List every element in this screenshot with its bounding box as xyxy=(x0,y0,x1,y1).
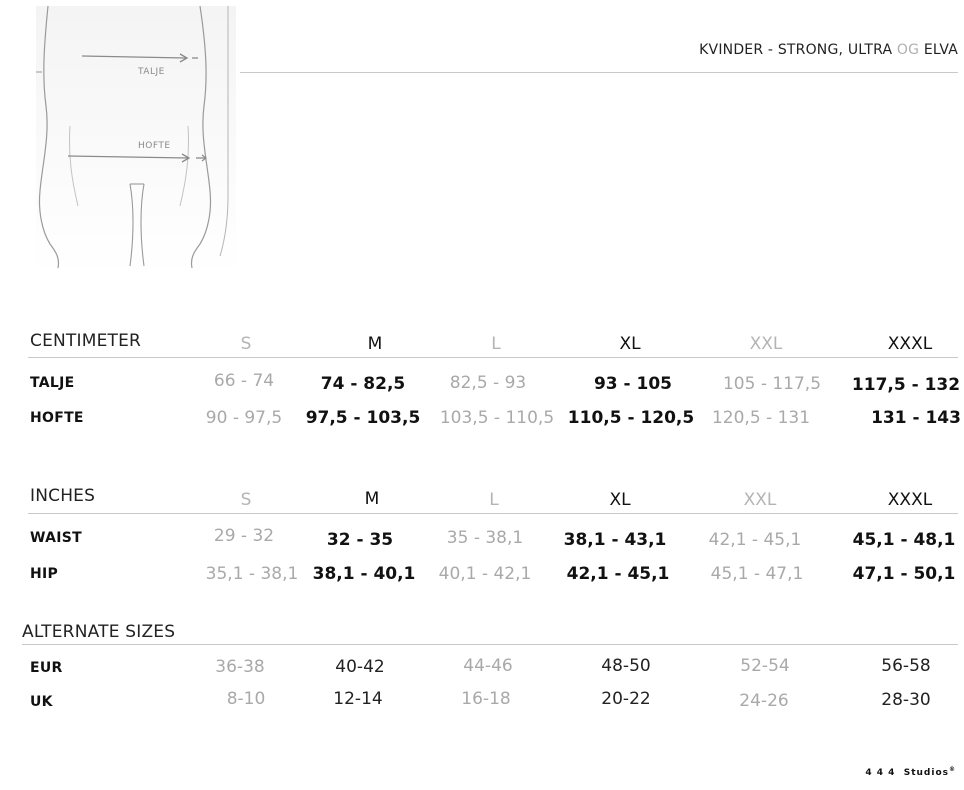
cell-waist-xxl: 42,1 - 45,1 xyxy=(708,530,802,550)
alternate-sizes-heading: ALTERNATE SIZES xyxy=(22,622,176,642)
size-header-s: S xyxy=(240,334,252,354)
cell-eur-s: 36-38 xyxy=(215,657,265,677)
size-header-xxxl: XXXL xyxy=(887,490,933,510)
cell-talje-xxl: 105 - 117,5 xyxy=(722,374,822,394)
row-label-talje: TALJE xyxy=(30,375,75,391)
title-main: KVINDER - STRONG, ULTRA xyxy=(699,42,897,58)
cell-waist-l: 35 - 38,1 xyxy=(446,528,524,548)
cell-hofte-xxxl: 131 - 143 xyxy=(871,408,961,428)
cell-hip-xl: 42,1 - 45,1 xyxy=(566,564,670,584)
cell-talje-m: 74 - 82,5 xyxy=(320,374,406,394)
row-label-hip: HIP xyxy=(30,566,59,582)
cell-eur-xxl: 52-54 xyxy=(740,656,790,676)
size-header-l: L xyxy=(489,490,499,510)
cell-uk-m: 12-14 xyxy=(333,689,383,709)
size-header-m: M xyxy=(364,489,380,509)
size-header-xl: XL xyxy=(609,490,631,510)
inches-divider xyxy=(28,513,958,514)
cell-eur-l: 44-46 xyxy=(463,656,513,676)
cell-hip-s: 35,1 - 38,1 xyxy=(205,564,299,584)
cell-hofte-l: 103,5 - 110,5 xyxy=(439,408,555,428)
size-header-xxl: XXL xyxy=(743,490,777,510)
row-label-hofte: HOFTE xyxy=(30,410,84,426)
page-title xyxy=(699,42,958,58)
size-header-s: S xyxy=(240,490,252,510)
title-og: OG xyxy=(896,42,920,58)
size-header-xl: XL xyxy=(619,334,641,354)
centimeter-heading: CENTIMETER xyxy=(30,331,142,351)
header-divider xyxy=(240,72,958,73)
cell-hip-l: 40,1 - 42,1 xyxy=(438,564,532,584)
hip-figure-label: HOFTE xyxy=(138,141,171,151)
cell-talje-l: 82,5 - 93 xyxy=(449,373,527,393)
inches-heading: INCHES xyxy=(30,486,96,506)
cell-hip-xxxl: 47,1 - 50,1 xyxy=(852,564,956,584)
cell-hip-xxl: 45,1 - 47,1 xyxy=(710,564,804,584)
cell-eur-xxxl: 56-58 xyxy=(881,656,931,676)
cell-talje-xl: 93 - 105 xyxy=(593,374,673,394)
cell-waist-s: 29 - 32 xyxy=(213,526,275,546)
cell-eur-m: 40-42 xyxy=(335,657,385,677)
title-end: ELVA xyxy=(919,42,958,58)
cell-talje-s: 66 - 74 xyxy=(213,371,275,391)
brand-logo xyxy=(865,766,956,778)
cell-hofte-m: 97,5 - 103,5 xyxy=(305,408,421,428)
cell-waist-m: 32 - 35 xyxy=(326,530,394,550)
cell-uk-xxxl: 28-30 xyxy=(881,690,931,710)
size-header-xxl: XXL xyxy=(749,334,783,354)
cell-hofte-s: 90 - 97,5 xyxy=(205,408,283,428)
size-header-l: L xyxy=(491,334,501,354)
cell-waist-xxxl: 45,1 - 48,1 xyxy=(852,530,956,550)
cell-uk-s: 8-10 xyxy=(226,689,266,709)
waist-figure-label: TALJE xyxy=(138,67,165,77)
body-measurement-figure xyxy=(30,6,244,276)
cell-talje-xxxl: 117,5 - 132 xyxy=(851,375,961,395)
size-header-m: M xyxy=(367,334,383,354)
row-label-waist: WAIST xyxy=(30,530,82,546)
cell-eur-xl: 48-50 xyxy=(601,656,651,676)
cell-waist-xl: 38,1 - 43,1 xyxy=(563,530,667,550)
cell-hofte-xl: 110,5 - 120,5 xyxy=(567,408,695,428)
row-label-eur: EUR xyxy=(30,660,63,676)
cell-uk-xl: 20-22 xyxy=(601,689,651,709)
brand-mark: ® xyxy=(949,766,956,773)
cell-hofte-xxl: 120,5 - 131 xyxy=(711,408,811,428)
cell-uk-l: 16-18 xyxy=(461,689,511,709)
size-header-xxxl: XXXL xyxy=(887,334,933,354)
cell-hip-m: 38,1 - 40,1 xyxy=(312,564,416,584)
brand-name: Studios xyxy=(903,768,949,778)
brand-number: 4 4 4 xyxy=(865,768,896,778)
cell-uk-xxl: 24-26 xyxy=(739,691,789,711)
centimeter-divider xyxy=(28,357,958,358)
row-label-uk: UK xyxy=(30,694,53,710)
alternate-divider xyxy=(22,644,958,645)
body-outline-illustration xyxy=(30,6,244,276)
